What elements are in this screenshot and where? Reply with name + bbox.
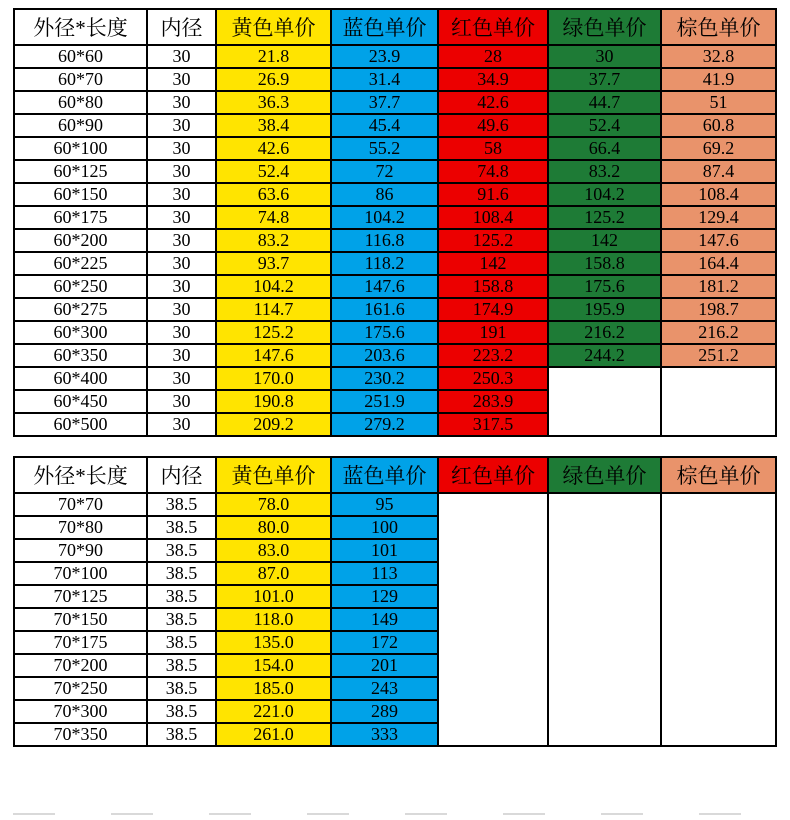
table-cell: 261.0 xyxy=(216,723,331,746)
table-cell: 23.9 xyxy=(331,45,438,68)
table-cell: 34.9 xyxy=(438,68,548,91)
table-row xyxy=(14,183,776,206)
table-cell: 38.5 xyxy=(147,677,216,700)
table-cell: 147.6 xyxy=(331,275,438,298)
table-cell: 32.8 xyxy=(661,45,776,68)
table-row xyxy=(14,114,776,137)
table-cell: 28 xyxy=(438,45,548,68)
table-cell: 175.6 xyxy=(548,275,661,298)
table-cell: 142 xyxy=(548,229,661,252)
table-cell: 51 xyxy=(661,91,776,114)
table-cell: 181.2 xyxy=(661,275,776,298)
table-cell: 223.2 xyxy=(438,344,548,367)
table-cell: 60*80 xyxy=(14,91,147,114)
table-cell: 104.2 xyxy=(548,183,661,206)
table-row xyxy=(14,91,776,114)
table-cell: 30 xyxy=(548,45,661,68)
table-cell: 30 xyxy=(147,68,216,91)
table-cell: 60*175 xyxy=(14,206,147,229)
table-cell: 60.8 xyxy=(661,114,776,137)
table-cell: 158.8 xyxy=(548,252,661,275)
table-cell: 42.6 xyxy=(216,137,331,160)
table-cell: 113 xyxy=(331,562,438,585)
table-cell: 60*200 xyxy=(14,229,147,252)
table-cell: 70*250 xyxy=(14,677,147,700)
table-cell: 60*300 xyxy=(14,321,147,344)
table-cell: 44.7 xyxy=(548,91,661,114)
table-row xyxy=(14,275,776,298)
table-cell: 42.6 xyxy=(438,91,548,114)
table-cell: 93.7 xyxy=(216,252,331,275)
column-header: 黄色单价 xyxy=(216,457,331,493)
table-cell: 37.7 xyxy=(331,91,438,114)
table-row xyxy=(14,493,776,516)
table-cell: 195.9 xyxy=(548,298,661,321)
table-cell: 114.7 xyxy=(216,298,331,321)
table-cell: 30 xyxy=(147,206,216,229)
table-cell: 333 xyxy=(331,723,438,746)
table-cell: 70*175 xyxy=(14,631,147,654)
table-cell: 83.2 xyxy=(548,160,661,183)
column-header: 红色单价 xyxy=(438,457,548,493)
table-cell: 30 xyxy=(147,413,216,436)
table-cell: 21.8 xyxy=(216,45,331,68)
table-cell: 30 xyxy=(147,91,216,114)
table-cell: 198.7 xyxy=(661,298,776,321)
table-cell: 30 xyxy=(147,252,216,275)
table-cell: 147.6 xyxy=(216,344,331,367)
table-cell: 60*60 xyxy=(14,45,147,68)
table-row xyxy=(14,298,776,321)
table-cell: 60*350 xyxy=(14,344,147,367)
table-cell: 60*500 xyxy=(14,413,147,436)
table-cell: 104.2 xyxy=(216,275,331,298)
table-cell: 30 xyxy=(147,275,216,298)
table-cell: 38.5 xyxy=(147,700,216,723)
table-cell: 317.5 xyxy=(438,413,548,436)
table-cell: 135.0 xyxy=(216,631,331,654)
table-cell: 60*450 xyxy=(14,390,147,413)
table-row xyxy=(14,160,776,183)
table-cell: 221.0 xyxy=(216,700,331,723)
table-cell: 38.5 xyxy=(147,723,216,746)
table-cell: 66.4 xyxy=(548,137,661,160)
column-header: 黄色单价 xyxy=(216,9,331,45)
table-cell: 172 xyxy=(331,631,438,654)
table-cell: 30 xyxy=(147,183,216,206)
table-cell: 31.4 xyxy=(331,68,438,91)
table-cell: 185.0 xyxy=(216,677,331,700)
table-cell: 86 xyxy=(331,183,438,206)
table-cell: 38.5 xyxy=(147,539,216,562)
table-cell: 164.4 xyxy=(661,252,776,275)
table-cell: 70*90 xyxy=(14,539,147,562)
table-cell: 104.2 xyxy=(331,206,438,229)
table-cell: 37.7 xyxy=(548,68,661,91)
table-cell: 125.2 xyxy=(438,229,548,252)
table-cell: 116.8 xyxy=(331,229,438,252)
table-cell: 70*100 xyxy=(14,562,147,585)
table-cell: 60*275 xyxy=(14,298,147,321)
table-cell: 108.4 xyxy=(438,206,548,229)
table-cell: 174.9 xyxy=(438,298,548,321)
table-cell: 41.9 xyxy=(661,68,776,91)
table-cell: 58 xyxy=(438,137,548,160)
table-cell: 60*70 xyxy=(14,68,147,91)
table-cell: 74.8 xyxy=(438,160,548,183)
table-cell: 190.8 xyxy=(216,390,331,413)
table-row xyxy=(14,344,776,367)
table-cell: 60*250 xyxy=(14,275,147,298)
table-cell: 129 xyxy=(331,585,438,608)
column-header: 蓝色单价 xyxy=(331,457,438,493)
table-cell: 78.0 xyxy=(216,493,331,516)
table-cell: 101 xyxy=(331,539,438,562)
table-cell: 45.4 xyxy=(331,114,438,137)
table-cell: 38.5 xyxy=(147,585,216,608)
column-header: 外径*长度 xyxy=(14,9,147,45)
table-row xyxy=(14,206,776,229)
table-cell: 251.9 xyxy=(331,390,438,413)
column-header: 内径 xyxy=(147,9,216,45)
table-cell: 108.4 xyxy=(661,183,776,206)
table-cell: 30 xyxy=(147,390,216,413)
table-cell: 63.6 xyxy=(216,183,331,206)
column-header: 红色单价 xyxy=(438,9,548,45)
table-cell: 30 xyxy=(147,367,216,390)
table-cell: 161.6 xyxy=(331,298,438,321)
table-cell: 170.0 xyxy=(216,367,331,390)
table-cell: 203.6 xyxy=(331,344,438,367)
table-cell: 283.9 xyxy=(438,390,548,413)
empty-cell xyxy=(548,493,661,746)
table-row xyxy=(14,137,776,160)
table-cell: 60*225 xyxy=(14,252,147,275)
table-cell: 216.2 xyxy=(548,321,661,344)
table-cell: 125.2 xyxy=(216,321,331,344)
table-cell: 36.3 xyxy=(216,91,331,114)
header-row xyxy=(14,457,776,493)
table-cell: 70*200 xyxy=(14,654,147,677)
empty-cell xyxy=(438,493,548,746)
table-cell: 49.6 xyxy=(438,114,548,137)
table-cell: 118.0 xyxy=(216,608,331,631)
table-cell: 30 xyxy=(147,114,216,137)
table-cell: 60*400 xyxy=(14,367,147,390)
table-cell: 87.0 xyxy=(216,562,331,585)
table-cell: 80.0 xyxy=(216,516,331,539)
table-cell: 30 xyxy=(147,321,216,344)
table-cell: 250.3 xyxy=(438,367,548,390)
table-cell: 279.2 xyxy=(331,413,438,436)
table-row xyxy=(14,252,776,275)
table-cell: 74.8 xyxy=(216,206,331,229)
table-cell: 38.5 xyxy=(147,631,216,654)
table-cell: 83.0 xyxy=(216,539,331,562)
size-60-price-table xyxy=(13,8,777,437)
table-cell: 70*125 xyxy=(14,585,147,608)
empty-cell xyxy=(661,493,776,746)
table-cell: 154.0 xyxy=(216,654,331,677)
table-cell: 70*70 xyxy=(14,493,147,516)
table-row xyxy=(14,45,776,68)
table-row xyxy=(14,68,776,91)
table-cell: 38.5 xyxy=(147,608,216,631)
table-cell: 60*150 xyxy=(14,183,147,206)
table-cell: 149 xyxy=(331,608,438,631)
table-cell: 52.4 xyxy=(216,160,331,183)
table-cell: 55.2 xyxy=(331,137,438,160)
empty-cell xyxy=(548,367,661,436)
table-cell: 95 xyxy=(331,493,438,516)
table-cell: 60*125 xyxy=(14,160,147,183)
size-70-price-table xyxy=(13,456,777,747)
table-cell: 30 xyxy=(147,45,216,68)
table-cell: 129.4 xyxy=(661,206,776,229)
column-header: 棕色单价 xyxy=(661,9,776,45)
column-header: 外径*长度 xyxy=(14,457,147,493)
table-cell: 147.6 xyxy=(661,229,776,252)
table-cell: 158.8 xyxy=(438,275,548,298)
table-cell: 70*80 xyxy=(14,516,147,539)
table-cell: 38.5 xyxy=(147,562,216,585)
table-cell: 38.5 xyxy=(147,493,216,516)
table-cell: 38.5 xyxy=(147,654,216,677)
table-cell: 30 xyxy=(147,160,216,183)
table-cell: 70*150 xyxy=(14,608,147,631)
header-row xyxy=(14,9,776,45)
table-cell: 244.2 xyxy=(548,344,661,367)
column-header: 棕色单价 xyxy=(661,457,776,493)
table-cell: 70*350 xyxy=(14,723,147,746)
table-cell: 125.2 xyxy=(548,206,661,229)
table-cell: 142 xyxy=(438,252,548,275)
table-cell: 101.0 xyxy=(216,585,331,608)
table-cell: 230.2 xyxy=(331,367,438,390)
table-cell: 60*90 xyxy=(14,114,147,137)
column-header: 内径 xyxy=(147,457,216,493)
table-cell: 69.2 xyxy=(661,137,776,160)
table-cell: 52.4 xyxy=(548,114,661,137)
column-header: 蓝色单价 xyxy=(331,9,438,45)
table-cell: 91.6 xyxy=(438,183,548,206)
table-cell: 251.2 xyxy=(661,344,776,367)
table-cell: 118.2 xyxy=(331,252,438,275)
table-cell: 100 xyxy=(331,516,438,539)
table-cell: 175.6 xyxy=(331,321,438,344)
table-cell: 38.4 xyxy=(216,114,331,137)
table-row xyxy=(14,321,776,344)
cropped-next-row-hint xyxy=(13,813,775,815)
table-cell: 26.9 xyxy=(216,68,331,91)
table-cell: 72 xyxy=(331,160,438,183)
table-cell: 216.2 xyxy=(661,321,776,344)
table-cell: 209.2 xyxy=(216,413,331,436)
table-row xyxy=(14,229,776,252)
table-row xyxy=(14,367,776,390)
table-cell: 191 xyxy=(438,321,548,344)
table-cell: 87.4 xyxy=(661,160,776,183)
table-cell: 289 xyxy=(331,700,438,723)
column-header: 绿色单价 xyxy=(548,9,661,45)
table-cell: 60*100 xyxy=(14,137,147,160)
table-cell: 201 xyxy=(331,654,438,677)
table-cell: 38.5 xyxy=(147,516,216,539)
table-cell: 70*300 xyxy=(14,700,147,723)
table-cell: 30 xyxy=(147,344,216,367)
table-cell: 30 xyxy=(147,137,216,160)
table-cell: 83.2 xyxy=(216,229,331,252)
empty-cell xyxy=(661,367,776,436)
table-cell: 30 xyxy=(147,229,216,252)
column-header: 绿色单价 xyxy=(548,457,661,493)
table-cell: 243 xyxy=(331,677,438,700)
table-cell: 30 xyxy=(147,298,216,321)
